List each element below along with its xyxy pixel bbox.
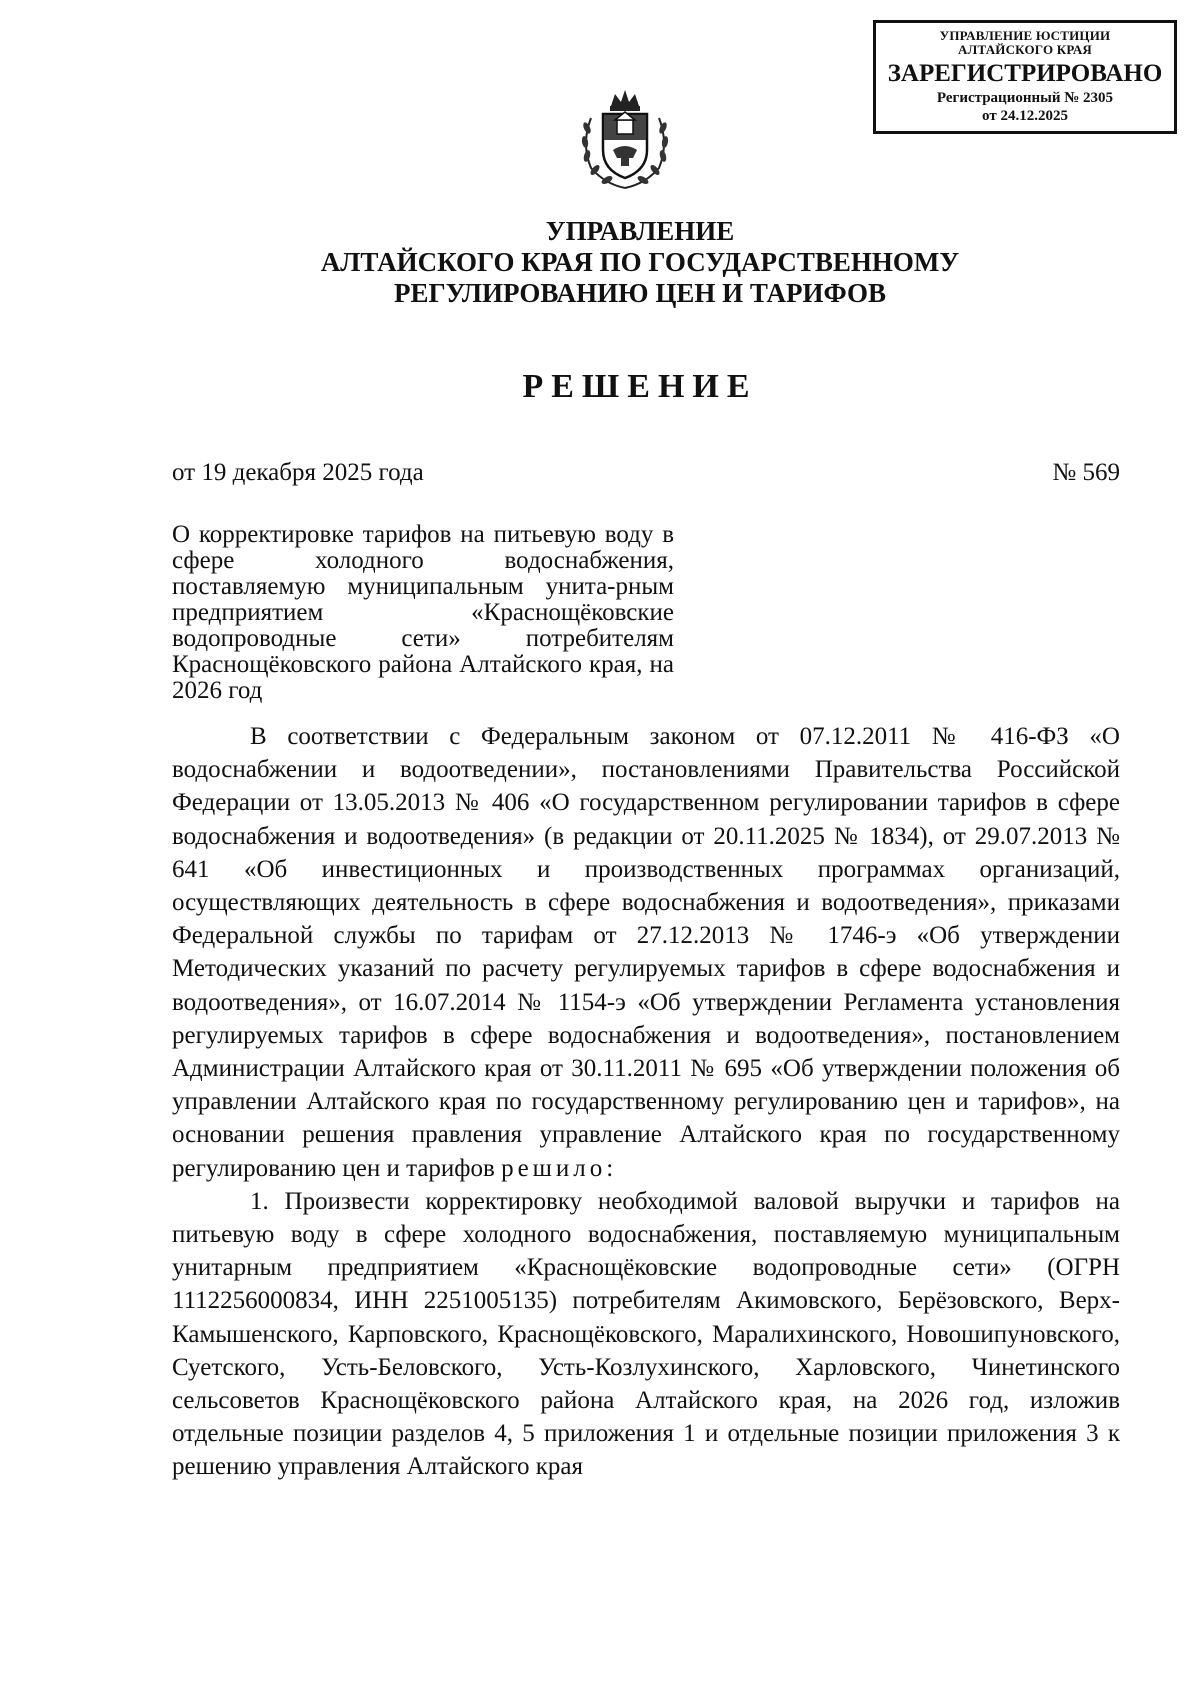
resolved-word: решило	[501, 1154, 607, 1182]
document-title: РЕШЕНИЕ	[522, 368, 758, 405]
resolved-colon: :	[606, 1154, 614, 1182]
document-number: № 569	[1052, 459, 1120, 486]
agency-line2: АЛТАЙСКОГО КРАЯ ПО ГОСУДАРСТВЕННОМУ	[320, 247, 960, 277]
stamp-registered: ЗАРЕГИСТРИРОВАНО	[887, 60, 1163, 87]
altai-krai-coat-of-arms-icon	[577, 84, 673, 192]
agency-line1: УПРАВЛЕНИЕ	[545, 216, 735, 246]
agency-line3: РЕГУЛИРОВАНИЮ ЦЕН И ТАРИФОВ	[393, 278, 887, 308]
document-body	[172, 720, 1120, 1484]
stamp-org-line1: УПРАВЛЕНИЕ ЮСТИЦИИ	[939, 28, 1111, 43]
item-1-paragraph: 1. Произвести корректировку необходимой валовой выручки и тарифов на питьевую воду в сфере холодного водоснабжения, поставляемую муниципальным унитарным предприятием «Краснощёковские водопроводные сети» (ОГРН 1112256000834, ИНН 2251005135) потребителям Акимовского, Берёзовского, Верх-Камышенского, Карповского, Краснощёковского, Маралихинского, Новошипуновского, Суетского, Усть-Беловского, Усть-Козлухинского, Харловского, Чинетинского сельсоветов Краснощёковского района Алтайского края, на 2026 год, изложив отдельные позиции разделов 4, 5 приложения 1 и отдельные позиции приложения 3 к решению управления Алтайского края	[172, 1187, 1120, 1481]
agency-name	[200, 216, 1080, 309]
stamp-org-line2: АЛТАЙСКОГО КРАЯ	[958, 42, 1092, 57]
preamble-text: В соответствии с Федеральным законом от 07.12.2011 № 416-ФЗ «О водоснабжении и водоотведении», постановлениями Правительства Российской Федерации от 13.05.2013 № 406 «О государственном регулировании тарифов в сфере водоснабжения и водоотведения» (в редакции от 20.11.2025 № 1834), от 29.07.2013 № 641 «Об инвестиционных и производственных программах организаций, осуществляющих деятельность в сфере водоснабжения и водоотведения», приказами Федеральной службы по тарифам от 27.12.2013 № 1746-э «Об утверждении Методических указаний по расчету регулируемых тарифов в сфере водоснабжения и водоотведения», от 16.07.2014 № 1154-э «Об утверждении Регламента установления регулируемых тарифов в сфере водоснабжения и водоотведения», постановлением Администрации Алтайского края от 30.11.2011 № 695 «Об утверждении положения об управлении Алтайского края по государственному регулированию цен и тарифов», на основании решения правления управление Алтайского края по государственному регулированию цен и тарифов	[172, 723, 1120, 1182]
date-number-line	[172, 458, 1120, 488]
stamp-reg-date: от 24.12.2025	[982, 108, 1068, 124]
registration-stamp	[873, 20, 1177, 134]
preamble-paragraph	[172, 720, 1120, 1185]
document-subject: О корректировке тарифов на питьевую воду в сфере холодного водоснабжения, поставляемую муниципальным унита-рным предприятием «Краснощёковские водопроводные сети» потребителям Краснощёковского района Алтайского края, на 2026 год	[172, 521, 674, 704]
stamp-reg-number: Регистрационный № 2305	[936, 90, 1114, 106]
document-date: от 19 декабря 2025 года	[172, 459, 424, 486]
